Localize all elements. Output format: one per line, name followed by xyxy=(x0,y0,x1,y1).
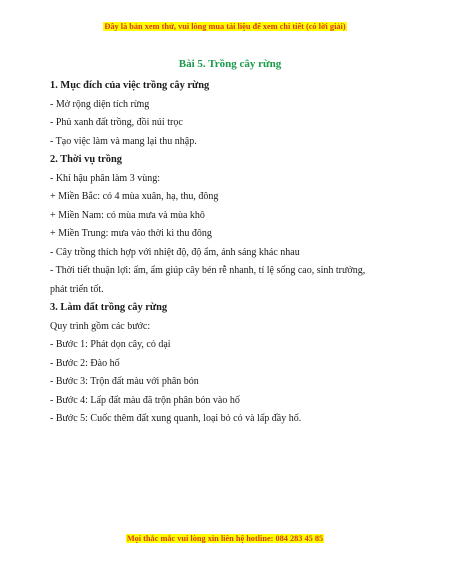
text-line: - Phủ xanh đất trồng, đồi núi trọc xyxy=(50,117,183,128)
section-planting-season xyxy=(50,151,410,299)
section-heading: 2. Thời vụ trồng xyxy=(50,154,122,165)
section-heading: 3. Làm đất trồng cây rừng xyxy=(50,302,168,313)
preview-notice-banner xyxy=(0,22,450,31)
text-line: + Miền Bắc: có 4 mùa xuân, hạ, thu, đông xyxy=(50,191,219,202)
document-body xyxy=(50,58,410,429)
text-line: Quy trình gồm các bước: xyxy=(50,320,151,332)
text-line: - Mở rộng diện tích rừng xyxy=(50,98,150,110)
hotline-footer xyxy=(0,534,450,543)
text-line: - Cây trồng thích hợp với nhiệt độ, độ ẩm, ánh sáng khác nhau xyxy=(50,246,300,258)
text-line: - Thời tiết thuận lợi: ấm, ẩm giúp cây bén rễ nhanh, tỉ lệ sống cao, sinh trưởng, xyxy=(50,265,366,276)
text-line: - Bước 5: Cuốc thêm đất xung quanh, loại bỏ cỏ và lấp đầy hố. xyxy=(50,413,302,424)
text-line: - Bước 1: Phát dọn cây, cỏ dại xyxy=(50,339,171,350)
section-purpose xyxy=(50,77,410,151)
text-line: - Bước 2: Đào hố xyxy=(50,357,120,369)
text-line: - Tạo việc làm và mang lại thu nhập. xyxy=(50,135,197,147)
text-line: + Miền Trung: mưa vào thời kì thu đông xyxy=(50,228,212,239)
preview-notice-text: Đây là bản xem thử, vui lòng mua tài liệu để xem chi tiết (có lời giải) xyxy=(104,22,346,31)
text-line: + Miền Nam: có mùa mưa và mùa khô xyxy=(50,209,205,221)
text-line: phát triển tốt. xyxy=(50,283,104,295)
lesson-title: Bài 5. Trồng cây rừng xyxy=(178,58,282,70)
section-soil-preparation xyxy=(50,299,410,429)
hotline-text: Mọi thắc mắc vui lòng xin liên hệ hotline: 084 283 45 85 xyxy=(126,534,324,543)
section-heading: 1. Mục đích của việc trồng cây rừng xyxy=(50,80,210,91)
text-line: - Bước 3: Trộn đất màu với phân bón xyxy=(50,376,199,387)
text-line: - Bước 4: Lấp đất màu đã trộn phân bón vào hố xyxy=(50,394,240,406)
text-line: - Khí hậu phân làm 3 vùng: xyxy=(50,172,160,184)
